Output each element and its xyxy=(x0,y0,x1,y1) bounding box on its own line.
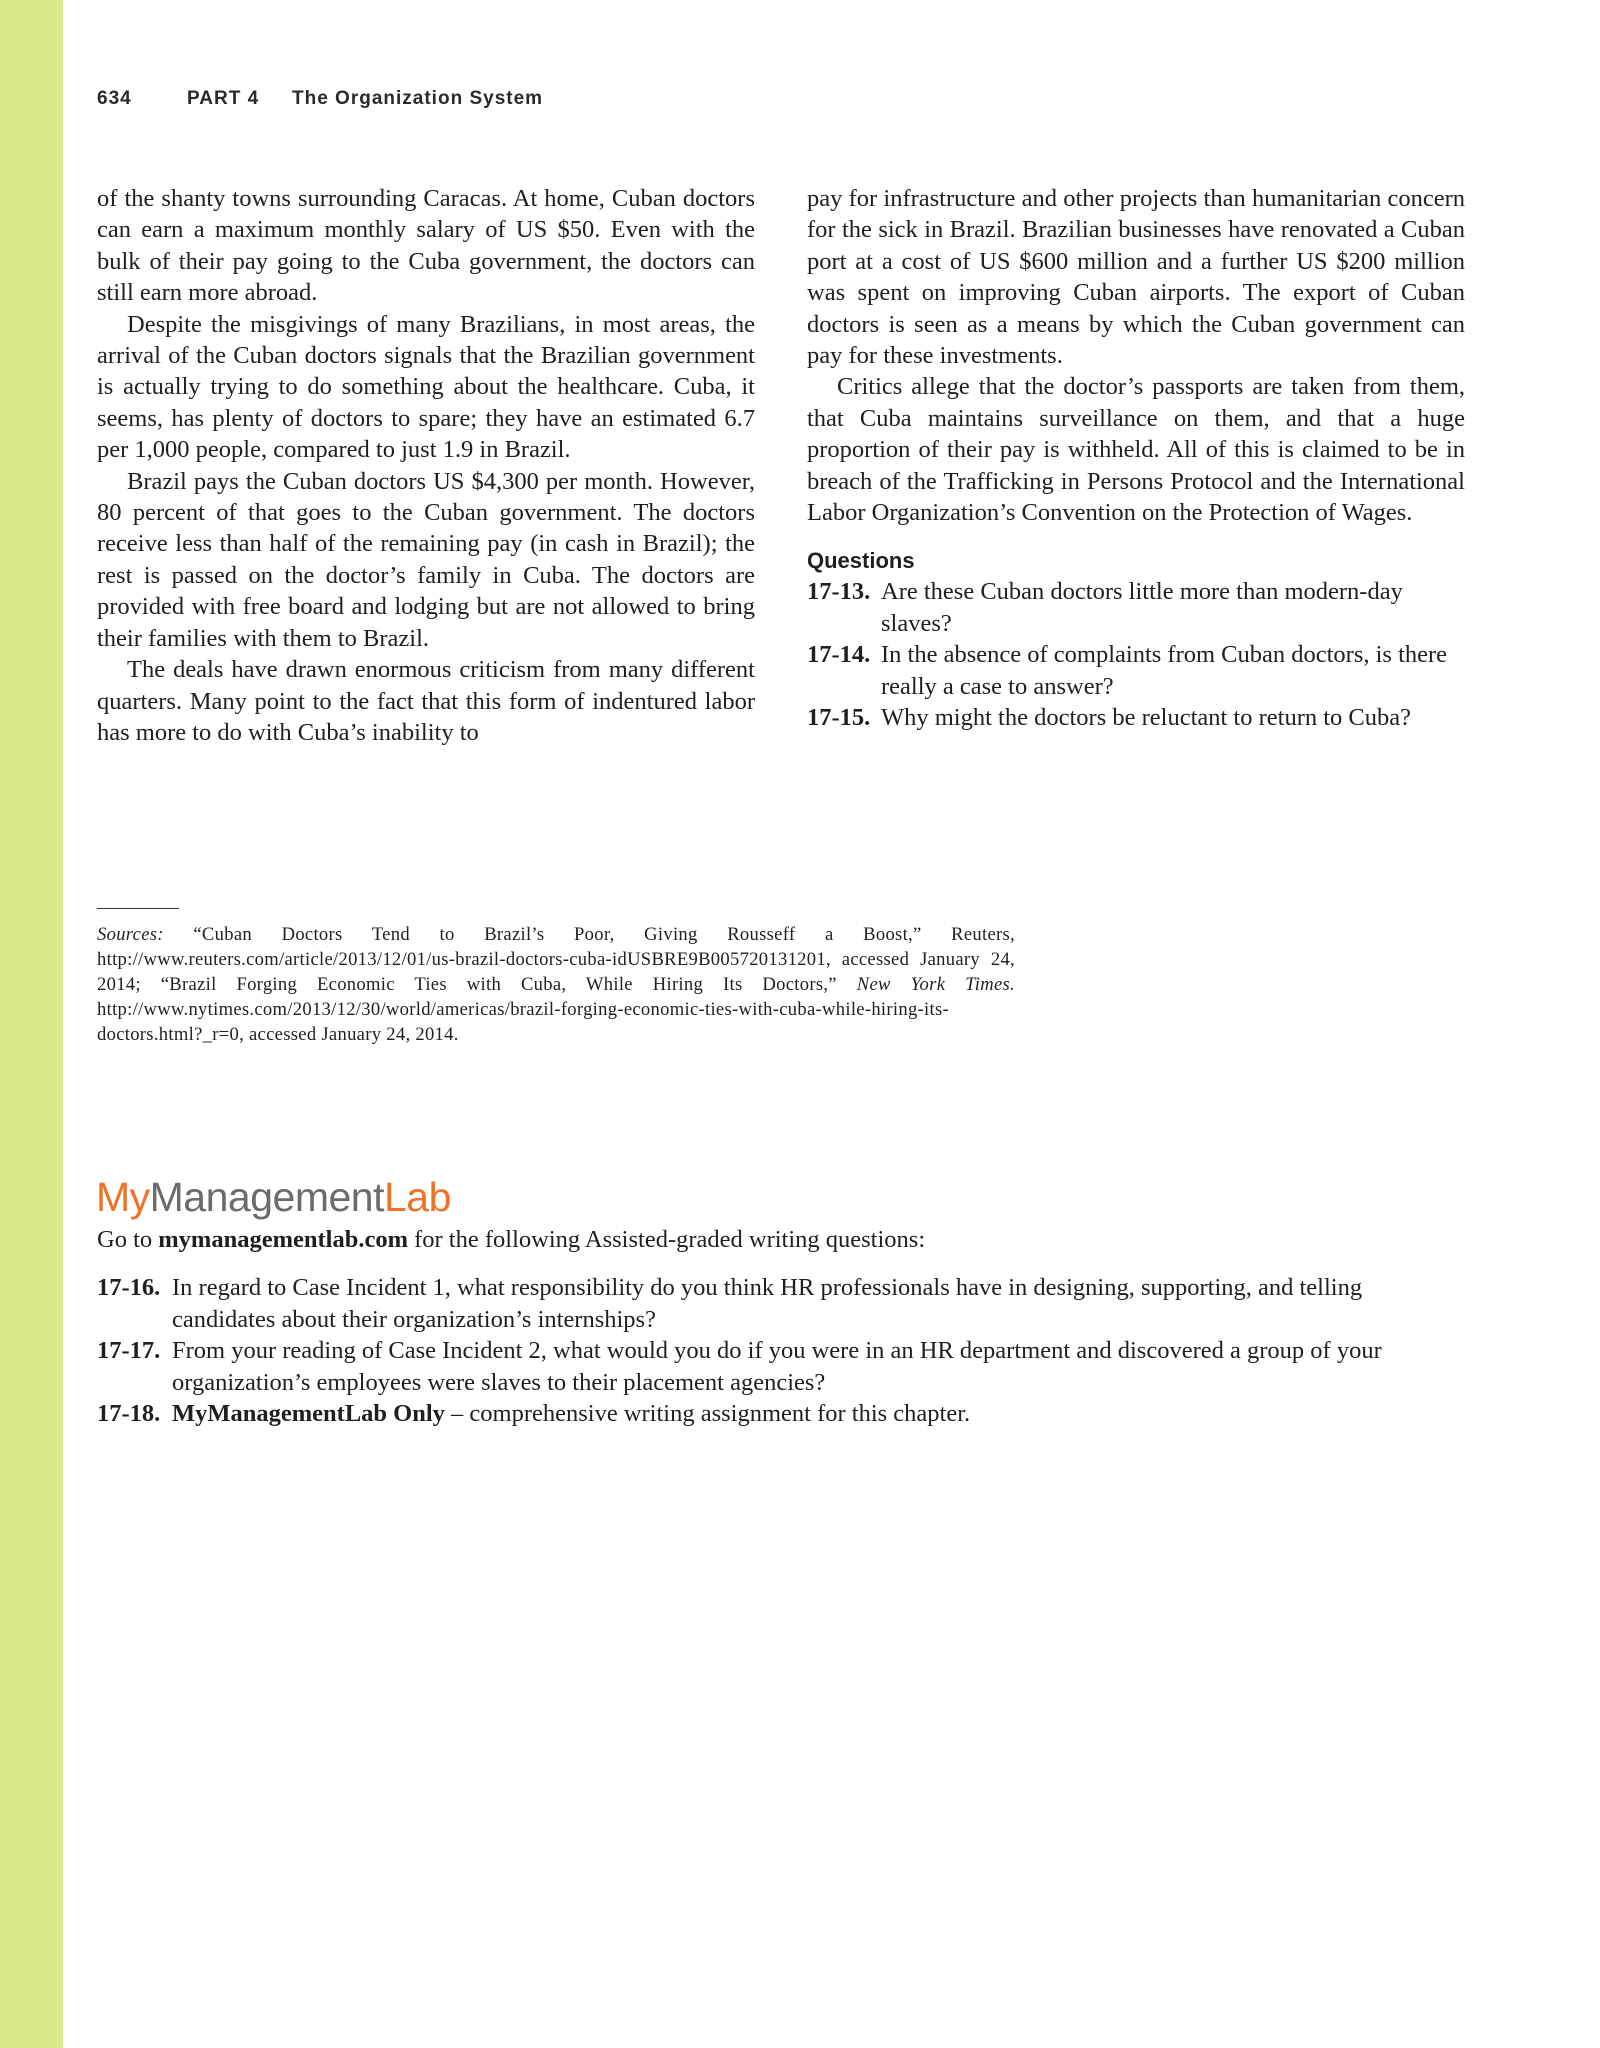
question-item xyxy=(807,576,1465,639)
paragraph: Despite the misgivings of many Brazilians, in most areas, the arrival of the Cuban doctors signals that the Brazilian government is actually trying to do something about the healthcare. Cuba, it seems, has plenty of doctors to spare; they have an estimated 6.7 per 1,000 people, compared to just 1.9 in Brazil. xyxy=(97,310,755,464)
mymanagementlab-logo xyxy=(96,1172,451,1222)
paragraph: Critics allege that the doctor’s passports are taken from them, that Cuba maintains surveillance on them, and that a huge proportion of their pay is withheld. All of this is claimed to be in breach of the Trafficking in Persons Protocol and the International Labor Organization’s Convention on the Protection of Wages. xyxy=(807,373,1465,527)
sources-publication: New York Times. xyxy=(856,974,1015,995)
part-label: PART 4 xyxy=(187,88,260,109)
mml-question-number: 17-17. xyxy=(97,1337,161,1364)
intro-prefix: Go to xyxy=(97,1226,159,1253)
mml-only-label: MyManagementLab Only xyxy=(172,1400,445,1427)
logo-lab: Lab xyxy=(383,1174,451,1220)
paragraph: pay for infrastructure and other projects than humanitarian concern for the sick in Brazil. Brazilian businesses have renovated a Cuban port at a cost of US $600 million and a further US $200 million was spent on improving Cuban airports. The export of Cuban doctors is seen as a means by which the Cuban government can pay for these investments. xyxy=(807,185,1465,370)
question-item xyxy=(807,702,1465,733)
mml-question-text: In regard to Case Incident 1, what responsibility do you think HR professionals have in designing, supporting, and telling candidates about their organization’s internships? xyxy=(172,1274,1363,1333)
running-header xyxy=(97,88,543,110)
sidebar-color-strip xyxy=(0,0,63,2048)
mml-question-number: 17-16. xyxy=(97,1274,161,1301)
mml-question xyxy=(97,1335,1437,1398)
question-text: In the absence of complaints from Cuban doctors, is there really a case to answer? xyxy=(881,641,1448,700)
mml-only-text: – comprehensive writing assignment for this chapter. xyxy=(444,1400,971,1427)
questions-heading: Questions xyxy=(807,548,915,574)
logo-my: My xyxy=(96,1174,150,1220)
question-item xyxy=(807,639,1465,702)
sources-text: “Cuban Doctors Tend to Brazil’s Poor, Giving Rousseff a Boost,” Reuters, http://www.reuters.com/article/2013/12/01/us-brazil-doctors-cuba-idUSBRE9B005720131201, accessed January 24, 2014; “Brazil Forging Economic Ties with Cuba, While Hiring Its Doctors,” xyxy=(97,924,1015,995)
left-column xyxy=(97,183,755,748)
page-number: 634 xyxy=(97,88,132,109)
sources-footnote xyxy=(97,922,1015,1047)
mml-question-number: 17-18. xyxy=(97,1400,161,1427)
mml-question-text xyxy=(172,1398,1437,1430)
footnote-rule xyxy=(97,908,179,909)
mml-intro xyxy=(97,1224,925,1256)
intro-suffix: for the following Assisted-graded writing questions: xyxy=(407,1226,926,1253)
question-number: 17-15. xyxy=(807,704,871,732)
mml-question xyxy=(97,1398,1437,1430)
question-number: 17-13. xyxy=(807,578,871,606)
mml-question xyxy=(97,1272,1437,1335)
sources-text: http://www.nytimes.com/2013/12/30/world/americas/brazil-forging-economic-ties-with-cuba-while-hiring-its-doctors.html?_r=0, accessed January 24, 2014. xyxy=(97,999,950,1045)
paragraph: Brazil pays the Cuban doctors US $4,300 per month. However, 80 percent of that goes to the Cuban government. The doctors receive less than half of the remaining pay (in cash in Brazil); the rest is passed on the doctor’s family in Cuba. The doctors are provided with free board and lodging but are not allowed to bring their families with them to Brazil. xyxy=(97,467,755,652)
paragraph: of the shanty towns surrounding Caracas. At home, Cuban doctors can earn a maximum monthly salary of US $50. Even with the bulk of their pay going to the Cuba government, the doctors can still earn more abroad. xyxy=(97,185,755,307)
logo-management: Management xyxy=(149,1174,384,1220)
mml-link[interactable]: mymanagementlab.com xyxy=(158,1226,408,1253)
mml-question-list xyxy=(97,1272,1437,1430)
question-number: 17-14. xyxy=(807,641,871,669)
question-text: Why might the doctors be reluctant to return to Cuba? xyxy=(881,704,1412,732)
right-column xyxy=(807,183,1465,734)
question-text: Are these Cuban doctors little more than modern-day slaves? xyxy=(881,578,1403,637)
mml-question-text: From your reading of Case Incident 2, what would you do if you were in an HR department and discovered a group of your organization’s employees were slaves to their placement agencies? xyxy=(172,1337,1382,1396)
sources-label: Sources: xyxy=(97,924,164,945)
paragraph: The deals have drawn enormous criticism from many different quarters. Many point to the fact that this form of indentured labor has more to do with Cuba’s inability to xyxy=(97,656,755,746)
section-title: The Organization System xyxy=(292,88,544,109)
